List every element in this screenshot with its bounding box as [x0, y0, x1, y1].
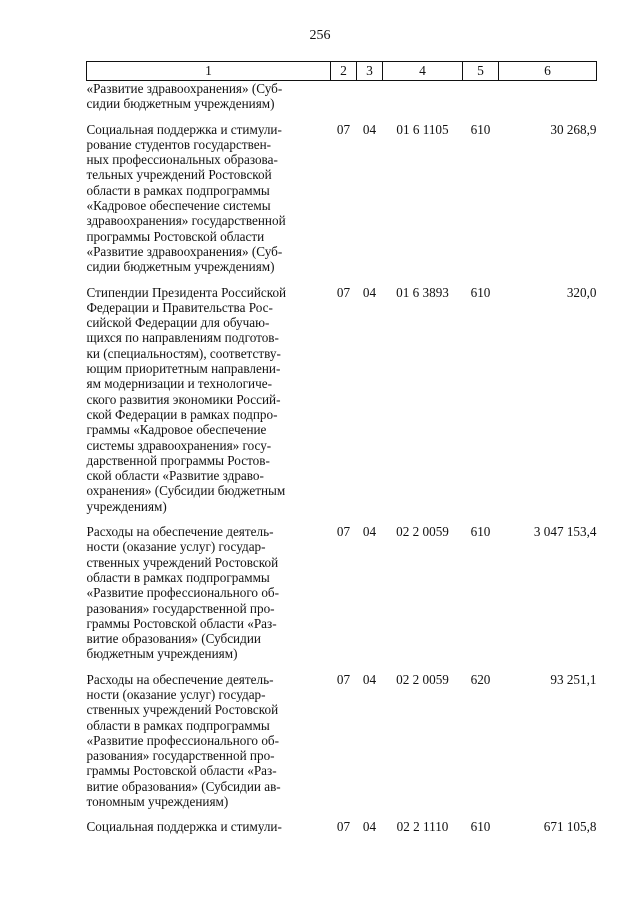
desc-line: дарственной программы Ростов- [86, 452, 270, 468]
desc-line: разования» государственной про- [86, 600, 275, 616]
desc-line: ных профессиональных образова- [86, 152, 278, 168]
desc-line: программы Ростовской области [86, 228, 265, 244]
desc-line: ющим приоритетным направлени- [86, 361, 281, 377]
table-row [87, 514, 597, 662]
desc-line: «Развитие здравоохранения» (Суб- [86, 243, 283, 259]
row-target-article: 02 2 0059 [396, 671, 449, 687]
header-col-2: 2 [331, 62, 357, 81]
budget-table [86, 61, 597, 835]
row-target-article: 02 2 1110 [396, 819, 449, 835]
header-col-1: 1 [87, 62, 331, 81]
page-number: 256 [309, 28, 331, 43]
desc-line: области в рамках подпрограммы [86, 717, 270, 733]
row-subsection: 04 [362, 284, 377, 300]
header-col-4: 4 [383, 62, 463, 81]
desc-line: «Кадровое обеспечение системы [86, 198, 271, 214]
row-subsection: 04 [362, 819, 377, 835]
desc-line: «Развитие профессионального об- [86, 732, 280, 748]
row-target-article: 01 6 1105 [396, 121, 449, 137]
desc-line: системы здравоохранения» госу- [86, 437, 272, 453]
row-description [87, 275, 331, 514]
header-col-3: 3 [357, 62, 383, 81]
desc-line: учреждениям) [86, 498, 167, 514]
desc-line: бюджетным учреждениям) [86, 646, 238, 662]
desc-line: Расходы на обеспечение деятель- [86, 671, 274, 687]
row-subsection: 04 [362, 524, 377, 540]
desc-line: Стипендии Президента Российской [86, 284, 287, 300]
desc-line: области в рамках подпрограммы [86, 569, 270, 585]
row-description [87, 514, 331, 662]
row-expense-type: 610 [470, 121, 491, 137]
row-target-article: 01 6 3893 [396, 284, 449, 300]
row-description [87, 112, 331, 275]
desc-line: Социальная поддержка и стимули- [86, 819, 282, 835]
desc-line: сидии бюджетным учреждениям) [86, 96, 275, 112]
row-expense-type: 610 [470, 524, 491, 540]
row-amount: 93 251,1 [550, 671, 597, 687]
desc-line: области в рамках подпрограммы [86, 182, 270, 198]
row-section: 07 [336, 671, 351, 687]
desc-line: здравоохранения» государственной [86, 213, 286, 229]
desc-line: Социальная поддержка и стимули- [86, 121, 282, 137]
table-row-continuation [87, 81, 597, 112]
desc-line: тономным учреждениям) [86, 794, 229, 810]
row-section: 07 [336, 524, 351, 540]
desc-line: ской Федерации в рамках подпро- [86, 406, 278, 422]
desc-line: Федерации и Правительства Рос- [86, 299, 273, 315]
row-section: 07 [336, 121, 351, 137]
table-header-row [87, 62, 597, 81]
row-section: 07 [336, 284, 351, 300]
table-row [87, 662, 597, 810]
desc-line: ской области «Развитие здраво- [86, 468, 264, 484]
desc-line: граммы «Кадровое обеспечение [86, 422, 267, 438]
desc-line: разования» государственной про- [86, 748, 275, 764]
desc-line: ского развития экономики Россий- [86, 391, 281, 407]
row-description [87, 81, 331, 112]
desc-line: сийской Федерации для обучаю- [86, 315, 270, 331]
desc-line: щихся по направлениям подготов- [86, 330, 279, 346]
table-row [87, 275, 597, 514]
row-subsection: 04 [362, 121, 377, 137]
desc-line: ственных учреждений Ростовской [86, 702, 279, 718]
row-amount: 30 268,9 [550, 121, 597, 137]
desc-line: ки (специальностям), соответству- [86, 345, 281, 361]
row-description [87, 809, 331, 834]
row-expense-type: 610 [470, 284, 491, 300]
desc-line: ственных учреждений Ростовской [86, 554, 279, 570]
row-amount: 3 047 153,4 [533, 524, 597, 540]
row-expense-type: 610 [470, 819, 491, 835]
row-subsection: 04 [362, 671, 377, 687]
desc-line: тельных учреждений Ростовской [86, 167, 272, 183]
row-amount: 320,0 [566, 284, 597, 300]
desc-line: «Развитие профессионального об- [86, 585, 280, 601]
desc-line: «Развитие здравоохранения» (Суб- [86, 81, 283, 96]
row-expense-type: 620 [470, 671, 491, 687]
desc-line: витие образования» (Субсидии ав- [86, 778, 281, 794]
desc-line: ности (оказание услуг) государ- [86, 686, 266, 702]
desc-line: сидии бюджетным учреждениям) [86, 259, 275, 275]
table-row [87, 112, 597, 275]
row-target-article: 02 2 0059 [396, 524, 449, 540]
row-description [87, 662, 331, 810]
desc-line: Расходы на обеспечение деятель- [86, 524, 274, 540]
desc-line: граммы Ростовской области «Раз- [86, 763, 277, 779]
desc-line: граммы Ростовской области «Раз- [86, 615, 277, 631]
desc-line: ности (оказание услуг) государ- [86, 539, 266, 555]
header-col-6: 6 [499, 62, 597, 81]
desc-line: рование студентов государствен- [86, 136, 272, 152]
desc-line: ям модернизации и технологиче- [86, 376, 272, 392]
row-amount: 671 105,8 [543, 819, 597, 835]
desc-line: охранения» (Субсидии бюджетным [86, 483, 286, 499]
row-section: 07 [336, 819, 351, 835]
header-col-5: 5 [463, 62, 499, 81]
desc-line: витие образования» (Субсидии [86, 631, 261, 647]
table-row [87, 809, 597, 834]
